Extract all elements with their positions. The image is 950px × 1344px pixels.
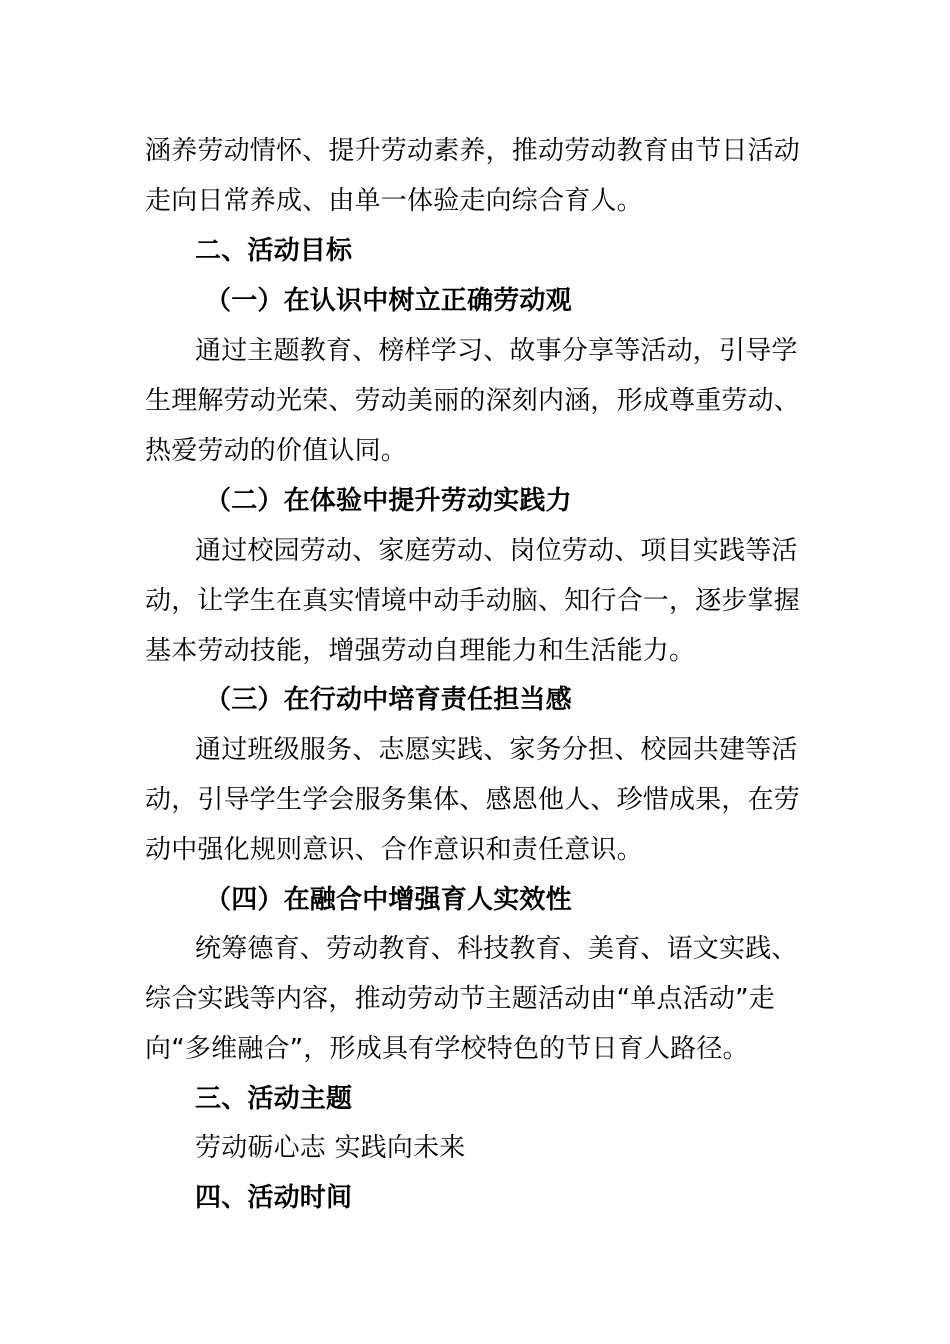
paragraph-line: 向“多维融合”，形成具有学校特色的节日育人路径。 [145, 1034, 749, 1064]
paragraph-line: 通过主题教育、榜样学习、故事分享等活动，引导学 [195, 336, 798, 366]
subsection-heading: （二）在体验中提升劳动实践力 [205, 486, 572, 516]
paragraph-line: 热爱劳动的价值认同。 [145, 436, 408, 466]
paragraph-line: 基本劳动技能，增强劳动自理能力和生活能力。 [145, 636, 696, 666]
section-heading: 三、活动主题 [195, 1084, 353, 1114]
paragraph-line: 动中强化规则意识、合作意识和责任意识。 [145, 835, 643, 865]
paragraph-line: 综合实践等内容，推动劳动节主题活动由“单点活动”走 [145, 984, 775, 1014]
theme-text: 劳动砺心志 实践向未来 [195, 1133, 466, 1163]
paragraph-line: 通过校园劳动、家庭劳动、岗位劳动、项目实践等活 [195, 536, 798, 566]
section-heading: 四、活动时间 [195, 1183, 353, 1213]
subsection-heading: （四）在融合中增强育人实效性 [205, 885, 572, 915]
paragraph-line: 走向日常养成、由单一体验走向综合育人。 [145, 186, 643, 216]
paragraph-line: 动，引导学生学会服务集体、感恩他人、珍惜成果，在劳 [145, 785, 801, 815]
subsection-heading: （一）在认识中树立正确劳动观 [205, 286, 572, 316]
paragraph-line: 统筹德育、劳动教育、科技教育、美育、语文实践、 [195, 934, 798, 964]
paragraph-line: 通过班级服务、志愿实践、家务分担、校园共建等活 [195, 735, 798, 765]
paragraph-line: 生理解劳动光荣、劳动美丽的深刻内涵，形成尊重劳动、 [145, 386, 801, 416]
subsection-heading: （三）在行动中培育责任担当感 [205, 685, 572, 715]
paragraph-line: 动，让学生在真实情境中动手动脑、知行合一，逐步掌握 [145, 586, 801, 616]
section-heading: 二、活动目标 [195, 236, 353, 266]
paragraph-line: 涵养劳动情怀、提升劳动素养，推动劳动教育由节日活动 [145, 136, 801, 166]
